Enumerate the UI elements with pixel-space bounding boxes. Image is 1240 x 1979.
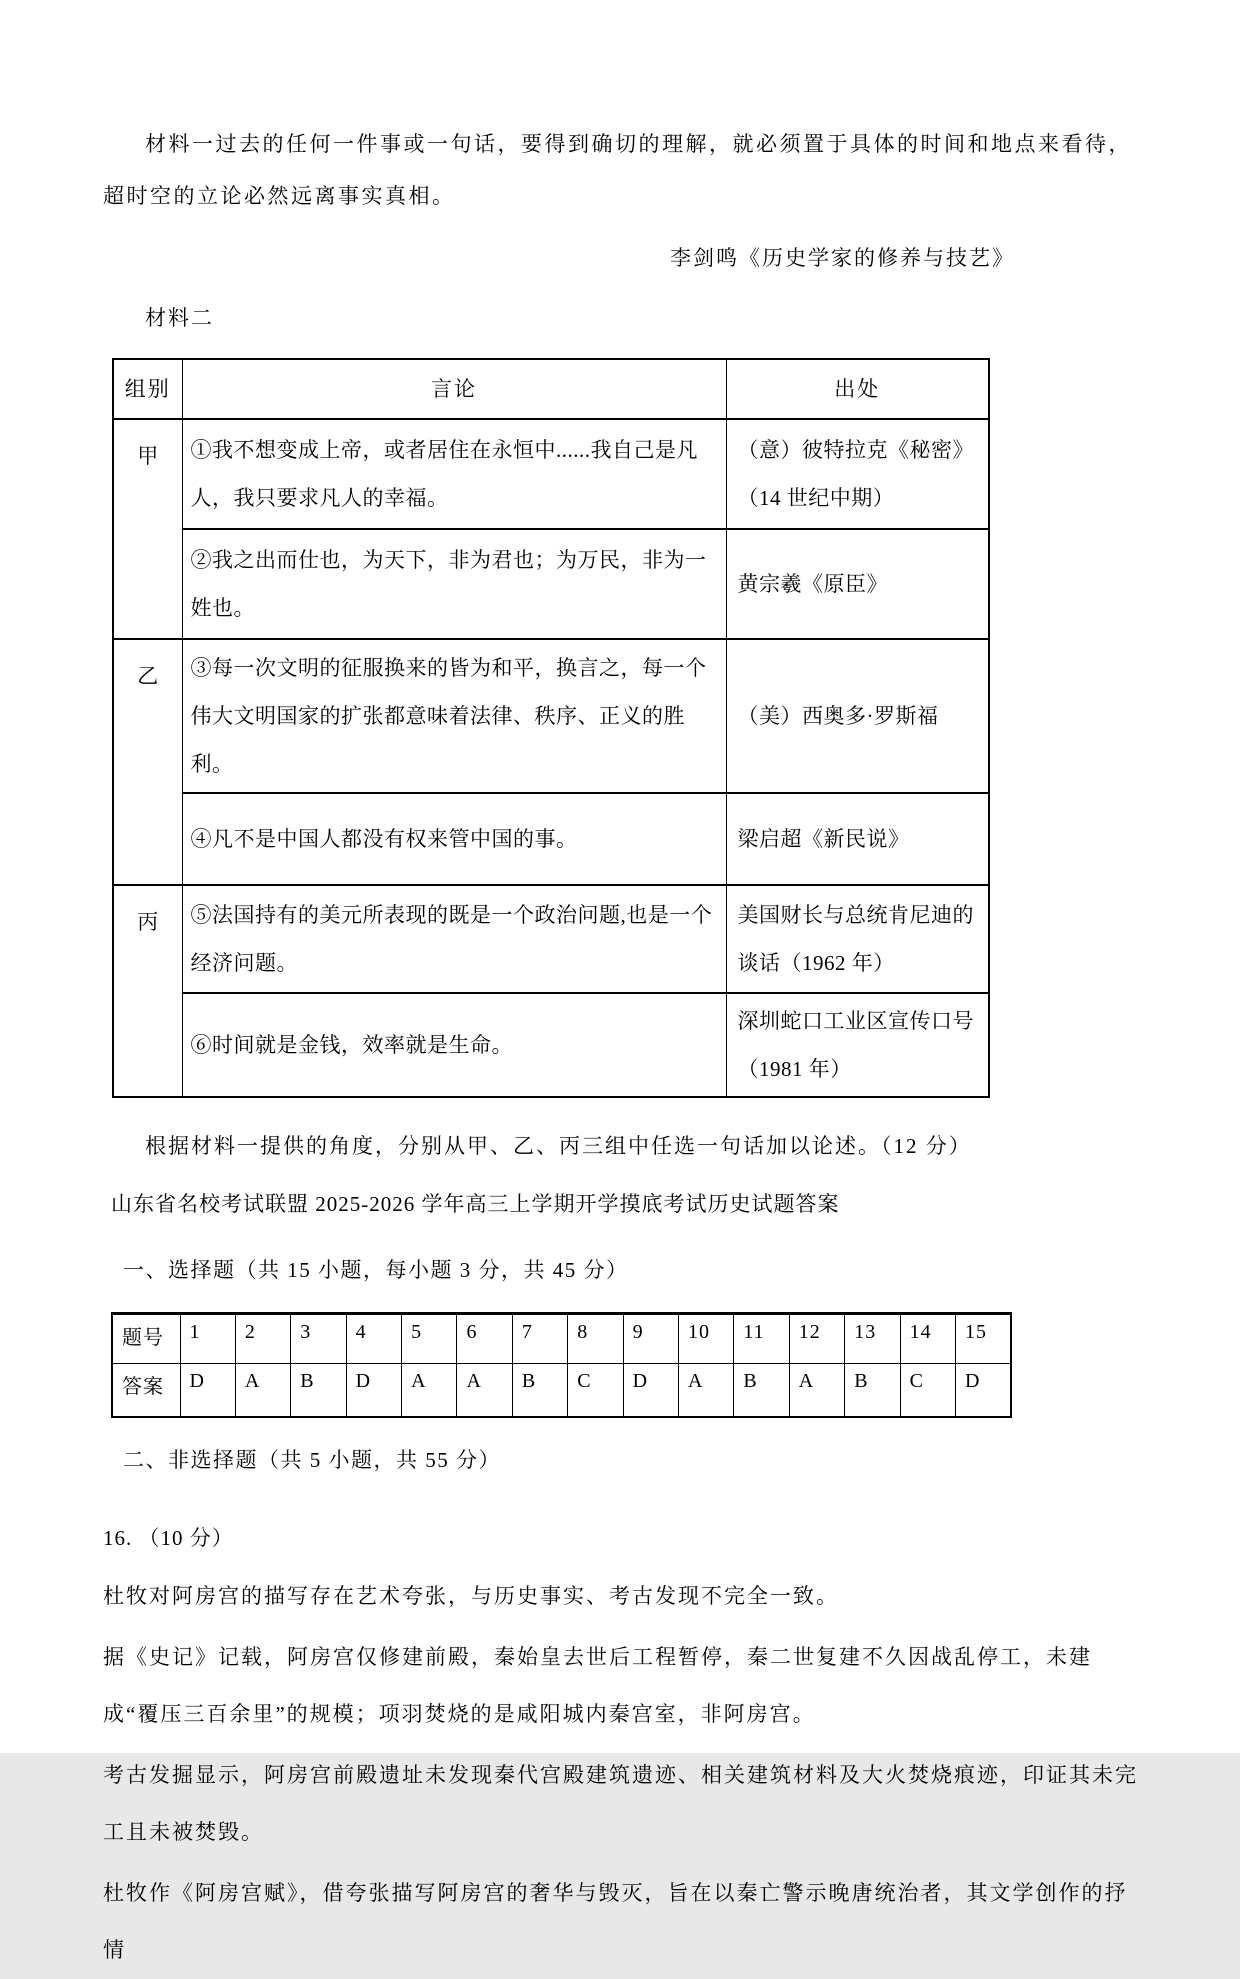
statement-cell-4: ④凡不是中国人都没有权来管中国的事。	[182, 793, 726, 885]
answer-cell: D	[346, 1364, 401, 1418]
header-statement-column: 言论	[182, 359, 726, 419]
q16-paragraph-dumu: 杜牧作《阿房宫赋》，借夸张描写阿房宫的奢华与毁灭，旨在以秦亡警示晚唐统治者，其文学创作的抒情	[103, 1881, 1128, 1962]
discussion-question: 根据材料一提供的角度，分别从甲、乙、丙三组中任选一句话加以论述。（12 分）	[145, 1134, 972, 1158]
answer-cell: A	[402, 1364, 457, 1418]
question-number-cell: 2	[235, 1314, 290, 1364]
question-number-cell: 5	[402, 1314, 457, 1364]
question-number-cell: 1	[180, 1314, 235, 1364]
answer-cell: C	[568, 1364, 623, 1418]
source-cell-3: （美）西奥多·罗斯福	[726, 639, 989, 793]
source-cell-2: 黄宗羲《原臣》	[726, 529, 989, 639]
table-row	[113, 529, 989, 639]
source-cell-5: 美国财长与总统肯尼迪的谈话（1962 年）	[726, 885, 989, 993]
material-table-header-row	[113, 359, 989, 419]
answer-cell: D	[623, 1364, 678, 1418]
multiple-choice-heading: 一、选择题（共 15 小题，每小题 3 分，共 45 分）	[123, 1258, 629, 1282]
group-label-jia: 甲	[113, 419, 182, 639]
q16-paragraph-archaeology: 考古发掘显示，阿房宫前殿遗址未发现秦代宫殿建筑遗迹、相关建筑材料及大火焚烧痕迹，印证其未完工且未被焚毁。	[103, 1763, 1138, 1844]
question-number-cell: 9	[623, 1314, 678, 1364]
question-number-cell: 10	[679, 1314, 734, 1364]
source-cell-6: 深圳蛇口工业区宣传口号（1981 年）	[726, 993, 989, 1097]
answer-cell: A	[457, 1364, 512, 1418]
answer-cell: A	[679, 1364, 734, 1418]
question-number-cell: 6	[457, 1314, 512, 1364]
answer-cell: D	[955, 1364, 1010, 1418]
answer-cell: B	[512, 1364, 567, 1418]
answer-cell: B	[845, 1364, 900, 1418]
statement-cell-5: ⑤法国持有的美元所表现的既是一个政治问题,也是一个经济问题。	[182, 885, 726, 993]
q16-paragraph-summary: 杜牧对阿房宫的描写存在艺术夸张，与历史事实、考古发现不完全一致。	[103, 1584, 839, 1608]
answer-cell: B	[734, 1364, 789, 1418]
statement-cell-1: ①我不想变成上帝，或者居住在永恒中......我自己是凡人，我只要求凡人的幸福。	[182, 419, 726, 529]
material-two-label: 材料二	[145, 306, 214, 330]
group-label-yi: 乙	[113, 639, 182, 885]
answer-cell: A	[789, 1364, 844, 1418]
source-cell-1: （意）彼特拉克《秘密》（14 世纪中期）	[726, 419, 989, 529]
question-number-cell: 14	[900, 1314, 955, 1364]
table-row	[113, 885, 989, 993]
answer-key-table	[111, 1312, 1012, 1418]
question-number-cell: 15	[955, 1314, 1010, 1364]
question-number-cell: 13	[845, 1314, 900, 1364]
answer-cell: C	[900, 1364, 955, 1418]
table-row	[113, 639, 989, 793]
group-label-bing: 丙	[113, 885, 182, 1097]
answer-cell: B	[291, 1364, 346, 1418]
q16-paragraph-shiji: 据《史记》记载，阿房宫仅修建前殿，秦始皇去世后工程暂停，秦二世复建不久因战乱停工，未建成“覆压三百余里”的规模；项羽焚烧的是咸阳城内秦宫室，非阿房宫。	[103, 1645, 1092, 1726]
question-16-label: 16. （10 分）	[103, 1526, 234, 1550]
answer-row-label: 答案	[112, 1364, 180, 1418]
answer-cell: A	[235, 1364, 290, 1418]
answer-key-title: 山东省名校考试联盟 2025-2026 学年高三上学期开学摸底考试历史试题答案	[111, 1192, 840, 1216]
question-number-cell: 7	[512, 1314, 567, 1364]
header-source-column: 出处	[726, 359, 989, 419]
header-group-column: 组别	[113, 359, 182, 419]
table-row	[113, 993, 989, 1097]
table-row	[113, 793, 989, 885]
material-one-paragraph: 材料一过去的任何一件事或一句话，要得到确切的理解，就必须置于具体的时间和地点来看待，超时空的立论必然远离事实真相。	[103, 132, 1132, 208]
question-number-cell: 8	[568, 1314, 623, 1364]
question-number-row	[112, 1314, 1011, 1364]
statement-cell-6: ⑥时间就是金钱，效率就是生命。	[182, 993, 726, 1097]
material-one-attribution: 李剑鸣《历史学家的修养与技艺》	[670, 246, 1015, 270]
answer-cell: D	[180, 1364, 235, 1418]
question-number-cell: 12	[789, 1314, 844, 1364]
table-row	[113, 419, 989, 529]
question-number-cell: 11	[734, 1314, 789, 1364]
statement-cell-2: ②我之出而仕也，为天下，非为君也；为万民，非为一姓也。	[182, 529, 726, 639]
source-cell-4: 梁启超《新民说》	[726, 793, 989, 885]
question-number-row-label: 题号	[112, 1314, 180, 1364]
question-number-cell: 4	[346, 1314, 401, 1364]
answer-row	[112, 1364, 1011, 1418]
material-two-table	[112, 358, 990, 1098]
non-choice-heading: 二、非选择题（共 5 小题，共 55 分）	[123, 1448, 501, 1472]
question-number-cell: 3	[291, 1314, 346, 1364]
statement-cell-3: ③每一次文明的征服换来的皆为和平，换言之，每一个伟大文明国家的扩张都意味着法律、秩序、正义的胜利。	[182, 639, 726, 793]
